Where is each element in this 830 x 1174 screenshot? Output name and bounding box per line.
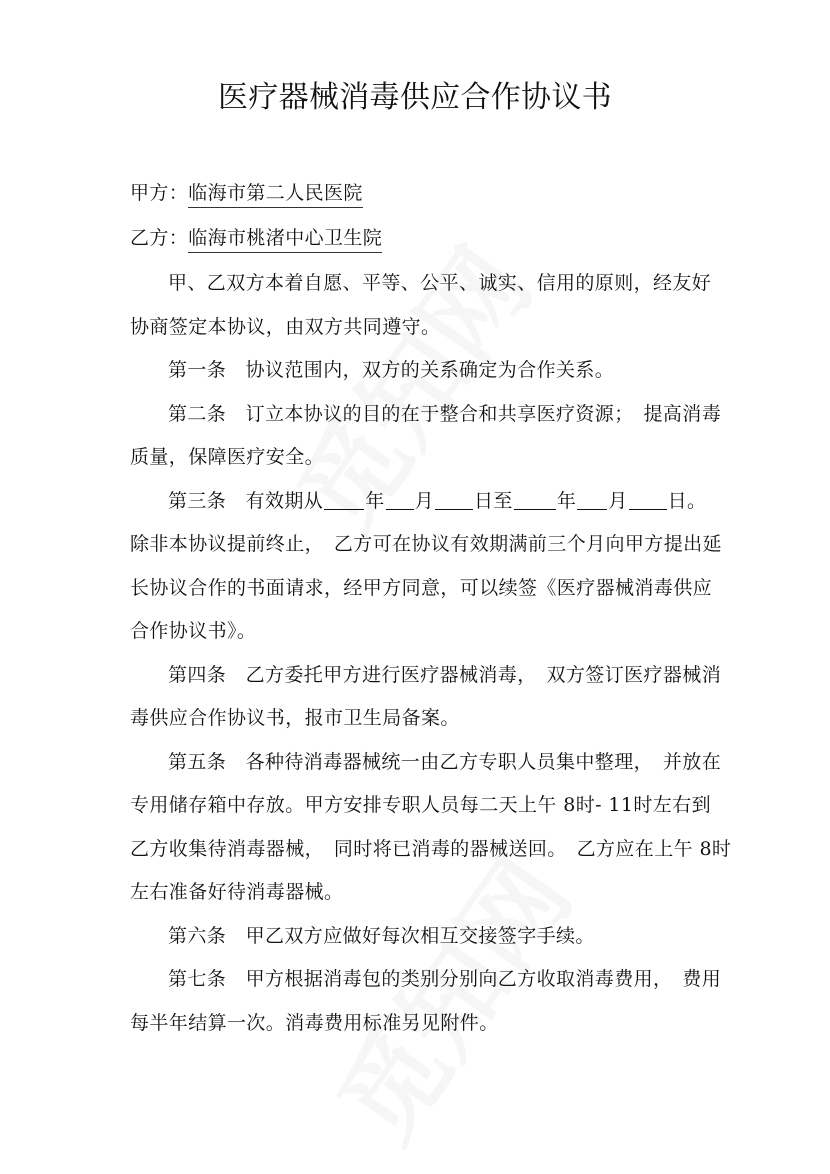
party-a-name: 临海市第二人民医院 (188, 182, 363, 208)
article-7-line-1: 第七条 甲方根据消毒包的类别分别向乙方收取消毒费用， 费用 (168, 968, 722, 990)
article-3-line-1 (130, 480, 770, 524)
end-year-unit: 年 (556, 489, 577, 512)
start-year-blank (324, 491, 364, 510)
party-a (130, 178, 363, 208)
document-body (130, 262, 770, 1045)
article-1-line-1: 第一条 协议范围内，双方的关系确定为合作关系。 (168, 359, 615, 381)
end-day-unit: 日。 (667, 489, 707, 512)
start-year-unit: 年 (365, 489, 385, 512)
article-3-line-2: 除非本协议提前终止， 乙方可在协议有效期满前三个月向甲方提出延 (130, 533, 722, 555)
article-3-line-4: 合作协议书》。 (130, 620, 257, 642)
preamble-line-2: 协商签定本协议，由双方共同遵守。 (130, 315, 441, 338)
party-b-label: 乙方： (130, 227, 189, 249)
start-month-unit: 月 (414, 489, 435, 512)
start-day-blank (435, 491, 473, 510)
article-5-line-4: 左右准备好待消毒器械。 (130, 881, 344, 903)
article-3-line-3: 长协议合作的书面请求，经甲方同意，可以续签《医疗器械消毒供应 (130, 576, 713, 599)
article-2-line-1: 第二条 订立本协议的目的在于整合和共享医疗资源； 提高消毒 (168, 402, 722, 425)
start-month-blank (386, 491, 414, 510)
preamble-line-1: 甲、乙双方本着自愿、平等、公平、诚实、信用的原则，经友好 (168, 272, 712, 294)
article-5-line-1: 第五条 各种待消毒器械统一由乙方专职人员集中整理， 并放在 (168, 750, 722, 773)
start-day-unit: 日至 (474, 489, 513, 512)
end-month-unit: 月 (608, 489, 628, 512)
article-5-line-3: 乙方收集待消毒器械， 同时将已消毒的器械送回。 乙方应在上午 8时 (130, 837, 732, 860)
party-b (130, 223, 382, 253)
article-7-line-2: 每半年结算一次。消毒费用标准另见附件。 (130, 1011, 499, 1034)
end-day-blank (629, 491, 667, 510)
end-month-blank (577, 491, 607, 510)
article-4-line-2: 毒供应合作协议书，报市卫生局备案。 (130, 707, 460, 729)
article-3-validity-prefix: 第三条 有效期从 (168, 489, 324, 512)
party-b-name: 临海市桃渚中心卫生院 (188, 227, 382, 253)
article-5-line-2: 专用储存箱中存放。甲方安排专职人员每二天上午 8时- 11时左右到 (130, 794, 711, 816)
article-6-line-1: 第六条 甲乙双方应做好每次相互交接签字手续。 (168, 924, 595, 947)
party-a-label: 甲方： (130, 182, 189, 204)
article-2-line-2: 质量，保障医疗安全。 (130, 446, 325, 468)
end-year-blank (514, 491, 556, 510)
article-4-line-1: 第四条 乙方委托甲方进行医疗器械消毒， 双方签订医疗器械消 (168, 663, 722, 686)
document-title: 医疗器械消毒供应合作协议书 (218, 80, 612, 115)
